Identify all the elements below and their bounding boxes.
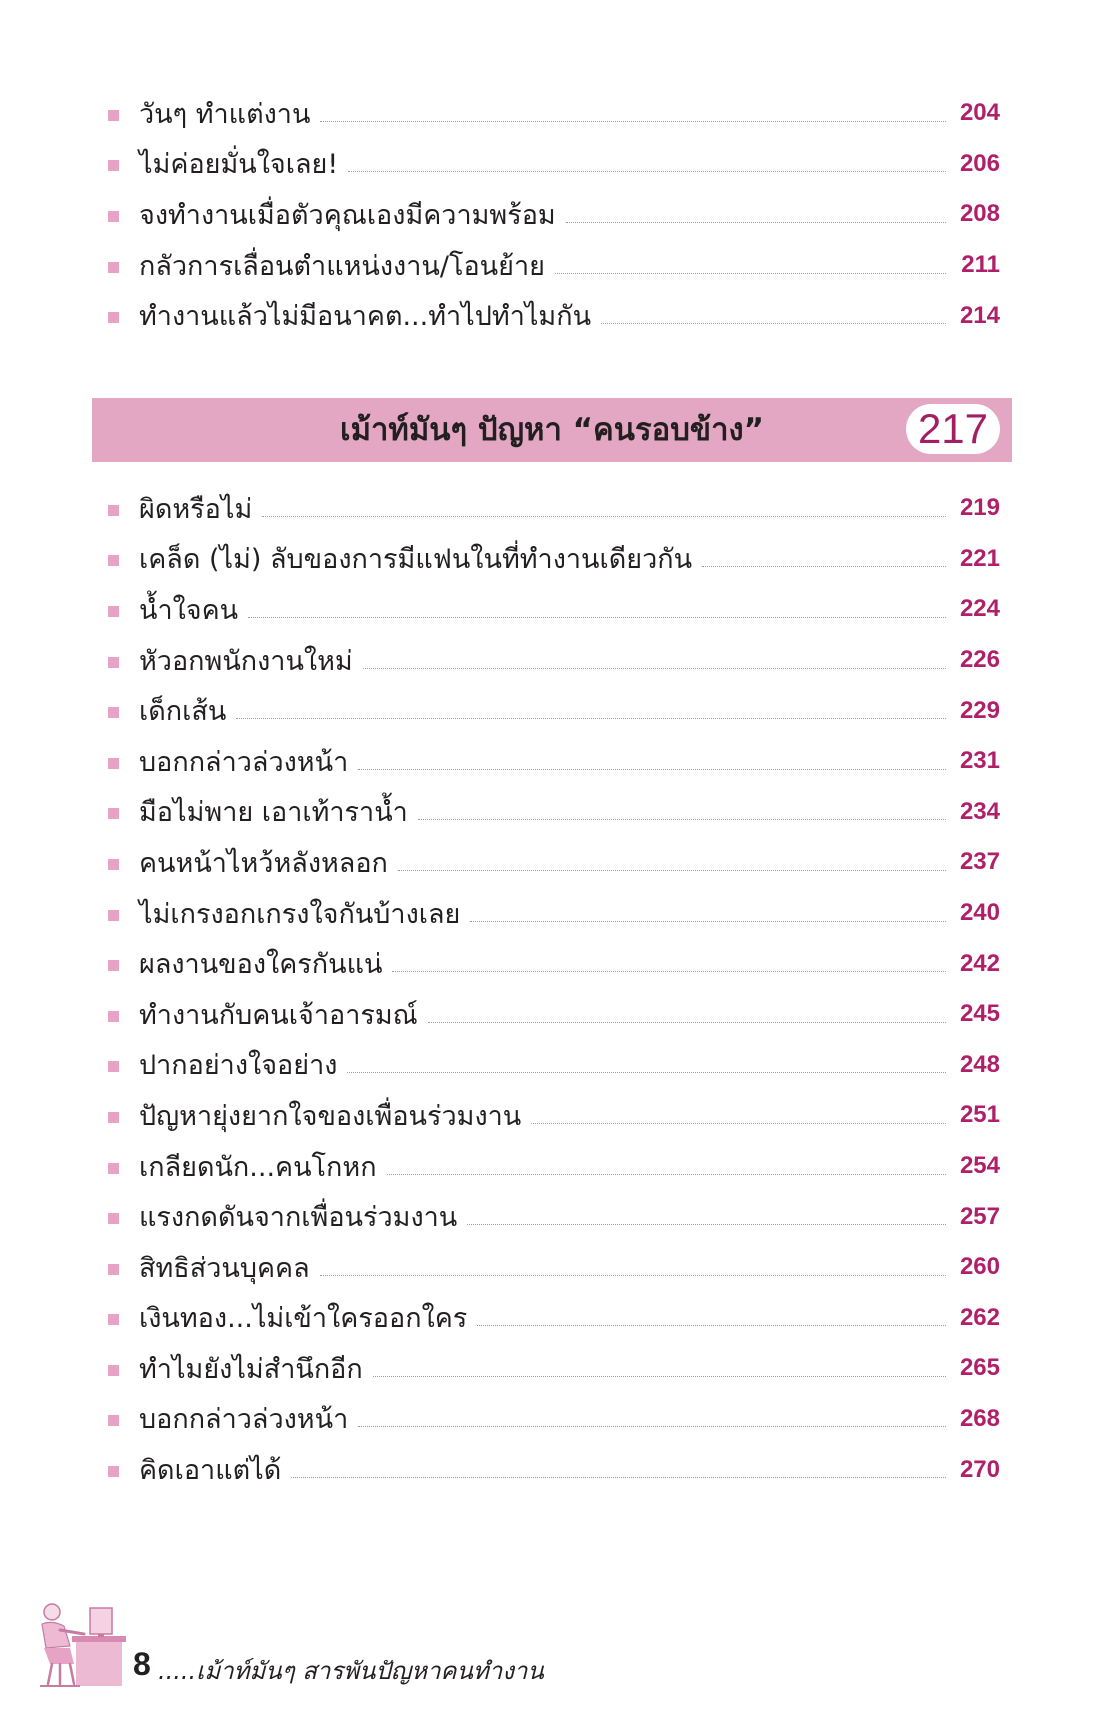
bullet-square-icon [108,657,119,668]
toc-entry[interactable] [108,1242,1000,1293]
bullet-square-icon [108,1112,119,1123]
toc-entry[interactable] [108,88,1000,139]
toc-entry-title: วันๆ ทำแต่งาน [139,98,311,130]
toc-entry-page: 262 [959,1303,1000,1331]
toc-entry-title: เคล็ด (ไม่) ลับของการมีแฟนในที่ทำงานเดียวกัน [139,544,693,576]
toc-entry-title: ผิดหรือไม่ [139,493,253,525]
toc-entry-title: บอกกล่าวล่วงหน้า [139,746,349,778]
toc-entry-page: 245 [959,1000,1000,1028]
toc-entry[interactable] [108,787,1000,838]
dot-leader [467,1224,946,1225]
toc-entry[interactable] [108,736,1000,787]
dot-leader [418,819,946,820]
dot-leader [291,1477,946,1478]
toc-entry[interactable] [108,837,1000,888]
dot-leader [601,323,946,324]
toc-entry[interactable] [108,139,1000,190]
toc-entry-title: ทำไมยังไม่สำนึกอีก [139,1353,363,1385]
bullet-square-icon [108,606,119,617]
toc-entry-page: 206 [959,149,1000,177]
dot-leader [387,1174,946,1175]
dot-leader [428,1022,946,1023]
bullet-square-icon [108,859,119,870]
toc-entry[interactable] [108,1191,1000,1242]
chapter-page-number: 217 [906,404,1000,454]
bullet-square-icon [108,312,119,323]
toc-entry-page: 208 [959,200,1000,228]
dot-leader [347,1072,946,1073]
dot-leader [392,971,946,972]
toc-entry-page: 251 [959,1101,1000,1129]
footer-book-title: .....เม้าท์มันๆ สารพันปัญหาคนทำงาน [158,1657,544,1685]
toc-entry-page: 254 [959,1152,1000,1180]
toc-entry-title: ปากอย่างใจอย่าง [139,1050,338,1082]
dot-leader [398,870,946,871]
bullet-square-icon [108,1365,119,1376]
bullet-square-icon [108,910,119,921]
bullet-square-icon [108,1213,119,1224]
toc-entry-title: ไม่ค่อยมั่นใจเลย! [139,149,339,181]
toc-entry-page: 221 [959,544,1000,572]
dot-leader [470,921,946,922]
toc-entry[interactable] [108,483,1000,534]
dot-leader [373,1376,946,1377]
toc-entry-title: แรงกดดันจากเพื่อนร่วมงาน [139,1202,458,1234]
toc-entry-title: ปัญหายุ่งยากใจของเพื่อนร่วมงาน [139,1100,522,1132]
toc-entry-page: 240 [959,899,1000,927]
footer-page-number: 8 [133,1646,151,1682]
bullet-square-icon [108,1314,119,1325]
toc-entry-title: สิทธิส่วนบุคคล [139,1252,310,1284]
toc-entry-page: 268 [959,1404,1000,1432]
dot-leader [358,769,946,770]
toc-entry-page: 265 [959,1354,1000,1382]
toc-entry-page: 231 [959,747,1000,775]
toc-entry-page: 226 [959,646,1000,674]
toc-entry[interactable] [108,534,1000,585]
bullet-square-icon [108,160,119,171]
toc-entry-title: คิดเอาแต่ได้ [139,1455,282,1487]
bullet-square-icon [108,1415,119,1426]
toc-entry-title: เงินทอง...ไม่เข้าใครออกใคร [139,1303,468,1335]
toc-entry[interactable] [108,685,1000,736]
toc-entry[interactable] [108,1090,1000,1141]
toc-list-chapter [108,483,1000,1495]
toc-entry[interactable] [108,1293,1000,1344]
toc-entry-page: 257 [959,1202,1000,1230]
bullet-square-icon [108,758,119,769]
toc-entry-page: 211 [961,251,1000,279]
bullet-square-icon [108,110,119,121]
bullet-square-icon [108,555,119,566]
bullet-square-icon [108,808,119,819]
toc-entry-title: น้ำใจคน [139,594,239,626]
toc-entry-page: 270 [959,1455,1000,1483]
toc-entry[interactable] [108,189,1000,240]
bullet-square-icon [108,1061,119,1072]
toc-entry-page: 248 [959,1050,1000,1078]
toc-entry-title: เกลียดนัก...คนโกหก [139,1151,377,1183]
dot-leader [531,1123,946,1124]
toc-entry-title: ไม่เกรงอกเกรงใจกันบ้างเลย [139,898,461,930]
dot-leader [320,1275,946,1276]
bullet-square-icon [108,960,119,971]
toc-entry-page: 224 [959,595,1000,623]
toc-entry-page: 260 [959,1253,1000,1281]
dot-leader [236,718,946,719]
bullet-square-icon [108,1264,119,1275]
toc-entry-page: 237 [959,848,1000,876]
toc-entry[interactable] [108,1343,1000,1394]
toc-entry-title: คนหน้าไหว้หลังหลอก [139,847,388,879]
toc-list-previous-chapter [108,88,1000,341]
chapter-heading[interactable] [92,398,1012,462]
toc-entry[interactable] [108,938,1000,989]
toc-entry[interactable] [108,1040,1000,1091]
dot-leader [358,1426,946,1427]
toc-entry-title: ผลงานของใครกันแน่ [139,949,383,981]
bullet-square-icon [108,262,119,273]
toc-entry-page: 204 [959,99,1000,127]
toc-entry[interactable] [108,888,1000,939]
dot-leader [477,1325,946,1326]
page-footer [30,1600,630,1700]
toc-entry[interactable] [108,1444,1000,1495]
toc-entry-page: 214 [959,301,1000,329]
bullet-square-icon [108,1163,119,1174]
dot-leader [262,516,946,517]
bullet-square-icon [108,505,119,516]
dot-leader [566,222,946,223]
toc-entry[interactable] [108,1141,1000,1192]
dot-leader [348,171,946,172]
person-at-computer-icon [30,1600,126,1690]
toc-entry-page: 219 [959,494,1000,522]
toc-entry[interactable] [108,290,1000,341]
toc-entry[interactable] [108,240,1000,291]
toc-entry-page: 229 [959,696,1000,724]
toc-entry-page: 242 [959,949,1000,977]
toc-entry-title: มือไม่พาย เอาเท้าราน้ำ [139,797,408,829]
toc-entry-title: ทำงานแล้วไม่มีอนาคต...ทำไปทำไมกัน [139,301,592,333]
toc-entry-title: ทำงานกับคนเจ้าอารมณ์ [139,999,418,1031]
toc-entry-title: เด็กเส้น [139,696,227,728]
toc-entry-page: 234 [959,797,1000,825]
toc-entry-title: กลัวการเลื่อนตำแหน่งงาน/โอนย้าย [139,250,545,282]
bullet-square-icon [108,211,119,222]
dot-leader [248,617,946,618]
toc-entry[interactable] [108,1394,1000,1445]
dot-leader [555,273,946,274]
bullet-square-icon [108,1466,119,1477]
toc-entry-title: จงทำงานเมื่อตัวคุณเองมีความพร้อม [139,199,556,231]
dot-leader [320,121,946,122]
bullet-square-icon [108,1011,119,1022]
chapter-title: เม้าท์มันๆ ปัญหา “คนรอบข้าง” [339,412,765,448]
toc-entry-title: บอกกล่าวล่วงหน้า [139,1404,349,1436]
dot-leader [702,566,946,567]
dot-leader [363,668,946,669]
toc-entry-title: หัวอกพนักงานใหม่ [139,645,353,677]
bullet-square-icon [108,707,119,718]
toc-entry[interactable] [108,989,1000,1040]
toc-entry[interactable] [108,635,1000,686]
toc-entry[interactable] [108,584,1000,635]
